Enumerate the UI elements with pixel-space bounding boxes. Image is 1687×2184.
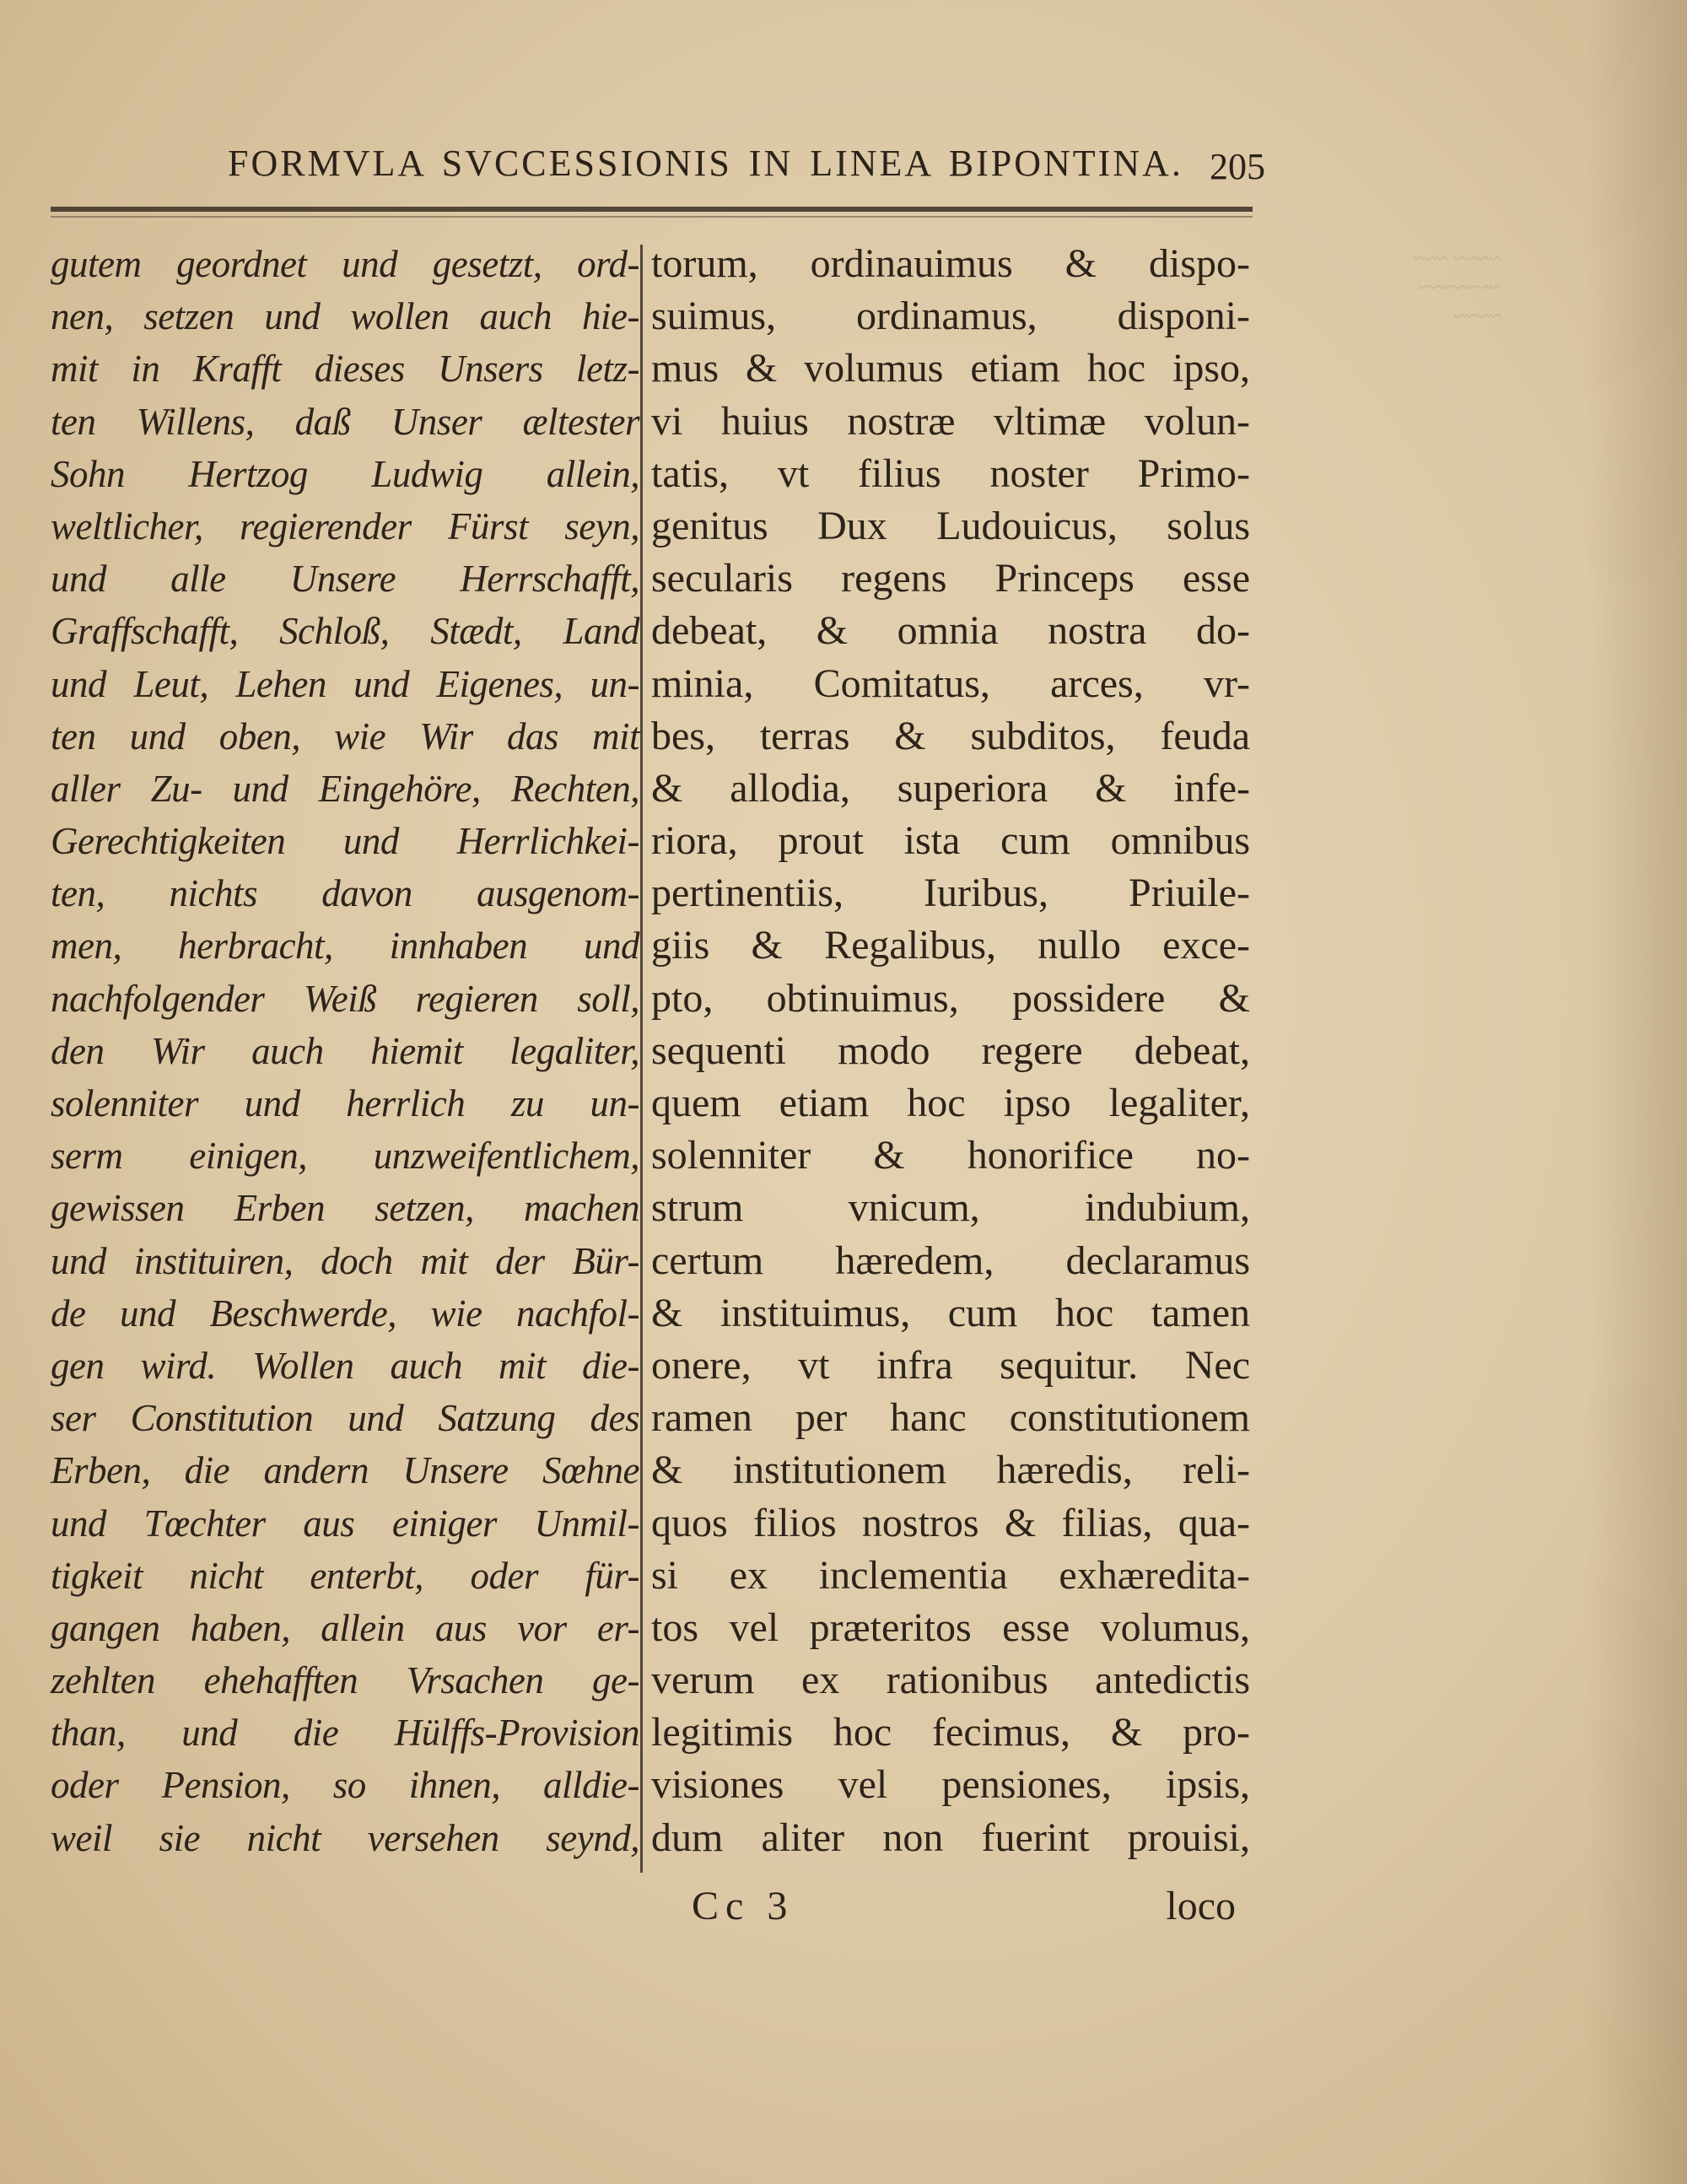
- text-line: gewissen Erben setzen, machen: [51, 1187, 639, 1230]
- text-line: ramen per hanc constitutionem: [651, 1395, 1250, 1441]
- text-line: tatis, vt filius noster Primo-: [651, 450, 1250, 496]
- text-line: & institutionem hæredis, reli-: [651, 1448, 1250, 1493]
- text-line: solenniter und herrlich zu un-: [51, 1082, 639, 1124]
- text-line: ten und oben, wie Wir das mit: [51, 715, 639, 758]
- text-line: riora, prout ista cum omnibus: [651, 818, 1250, 864]
- text-line: than, und die Hülffs-Provision: [51, 1712, 639, 1755]
- header-rule-thin: [51, 216, 1253, 218]
- text-line: giis & Regalibus, nullo exce-: [651, 923, 1250, 968]
- text-line: legitimis hoc fecimus, & pro-: [651, 1710, 1250, 1755]
- text-line: vi huius nostræ vltimæ volun-: [651, 398, 1250, 444]
- text-line: strum vnicum, indubium,: [651, 1185, 1250, 1231]
- text-line: bes, terras & subditos, feuda: [651, 713, 1250, 758]
- text-line: minia, Comitatus, arces, vr-: [651, 661, 1250, 706]
- text-line: und Tœchter aus einiger Unmil-: [51, 1502, 639, 1545]
- running-title: FORMVLA SVCCESSIONIS IN LINEA BIPONTINA.: [228, 143, 1183, 184]
- bleed-line: ~~~~~~~: [1418, 275, 1501, 299]
- text-line: gutem geordnet und gesetzt, ord-: [51, 243, 639, 285]
- text-line: gangen haben, allein aus vor er-: [51, 1606, 639, 1649]
- text-line: oder Pension, so ihnen, alldie-: [51, 1764, 639, 1807]
- page-gutter-shadow: [1586, 0, 1687, 2184]
- bleed-line: ~~~~: [1453, 304, 1501, 328]
- text-line: dum aliter non fuerint prouisi,: [651, 1815, 1250, 1860]
- text-line: de und Beschwerde, wie nachfol-: [51, 1292, 639, 1335]
- text-line: visiones vel pensiones, ipsis,: [651, 1762, 1250, 1808]
- page-number: 205: [1210, 146, 1265, 187]
- text-line: und instituiren, doch mit der Bür-: [51, 1239, 639, 1282]
- text-line: ten Willens, daß Unser æltester: [51, 400, 639, 443]
- text-line: onere, vt infra sequitur. Nec: [651, 1342, 1250, 1388]
- text-line: ten, nichts davon ausgenom-: [51, 872, 639, 915]
- text-line: certum hæredem, declaramus: [651, 1238, 1250, 1283]
- text-line: si ex inclementia exhæredita-: [651, 1552, 1250, 1598]
- text-line: & allodia, superiora & infe-: [651, 765, 1250, 811]
- text-line: quem etiam hoc ipso legaliter,: [651, 1081, 1250, 1125]
- text-line: gen wird. Wollen auch mit die-: [51, 1344, 639, 1387]
- text-line: verum ex rationibus antedictis: [651, 1658, 1250, 1703]
- column-divider: [640, 245, 643, 1873]
- text-line: den Wir auch hiemit legaliter,: [51, 1029, 639, 1072]
- text-line: pto, obtinuimus, possidere &: [651, 975, 1250, 1021]
- text-line: tos vel præteritos esse volumus,: [651, 1604, 1250, 1650]
- header-rule: [51, 207, 1253, 212]
- text-line: nen, setzen und wollen auch hie-: [51, 295, 639, 338]
- text-line: ser Constitution und Satzung des: [51, 1397, 639, 1440]
- catchword: loco: [1166, 1884, 1236, 1928]
- text-line: suimus, ordinamus, disponi-: [651, 294, 1250, 339]
- text-line: debeat, & omnia nostra do-: [651, 608, 1250, 654]
- text-line: secularis regens Princeps esse: [651, 556, 1250, 601]
- text-line: pertinentiis, Iuribus, Priuile-: [651, 871, 1250, 916]
- text-line: und Leut, Lehen und Eigenes, un-: [51, 662, 639, 705]
- text-line: Gerechtigkeiten und Herrlichkei-: [51, 820, 639, 863]
- text-line: men, herbracht, innhaben und: [51, 925, 639, 968]
- text-line: quos filios nostros & filias, qua-: [651, 1500, 1250, 1545]
- text-line: torum, ordinauimus & dispo-: [651, 241, 1250, 286]
- text-line: nachfolgender Weiß regieren soll,: [51, 977, 639, 1020]
- text-line: aller Zu- und Eingehöre, Rechten,: [51, 767, 639, 810]
- text-line: Erben, die andern Unsere Sœhne: [51, 1449, 639, 1492]
- text-line: zehlten ehehafften Vrsachen ge-: [51, 1659, 639, 1702]
- text-line: Graffschafft, Schloß, Stædt, Land: [51, 610, 639, 653]
- text-line: weltlicher, regierender Fürst seyn,: [51, 504, 639, 547]
- text-line: und alle Unsere Herrschafft,: [51, 558, 639, 601]
- text-line: mit in Krafft dieses Unsers letz-: [51, 348, 639, 391]
- text-line: genitus Dux Ludouicus, solus: [651, 503, 1250, 548]
- text-line: tigkeit nicht enterbt, oder für-: [51, 1554, 639, 1597]
- text-line: solenniter & honorifice no-: [651, 1133, 1250, 1178]
- latin-text-column: [651, 238, 1250, 1864]
- german-text-column: [51, 238, 639, 1864]
- signature-mark: Cc 3: [692, 1884, 795, 1928]
- text-line: mus & volumus etiam hoc ipso,: [651, 346, 1250, 391]
- text-line: & instituimus, cum hoc tamen: [651, 1290, 1250, 1335]
- text-line: Sohn Hertzog Ludwig allein,: [51, 452, 639, 495]
- show-through-text: [1366, 245, 1501, 346]
- text-line: weil sie nicht versehen seynd,: [51, 1816, 639, 1859]
- bleed-line: ~~~~ ~~~: [1413, 246, 1501, 271]
- text-line: serm einigen, unzweifentlichem,: [51, 1135, 639, 1178]
- page-header: [228, 142, 1265, 192]
- text-line: sequenti modo regere debeat,: [651, 1027, 1250, 1073]
